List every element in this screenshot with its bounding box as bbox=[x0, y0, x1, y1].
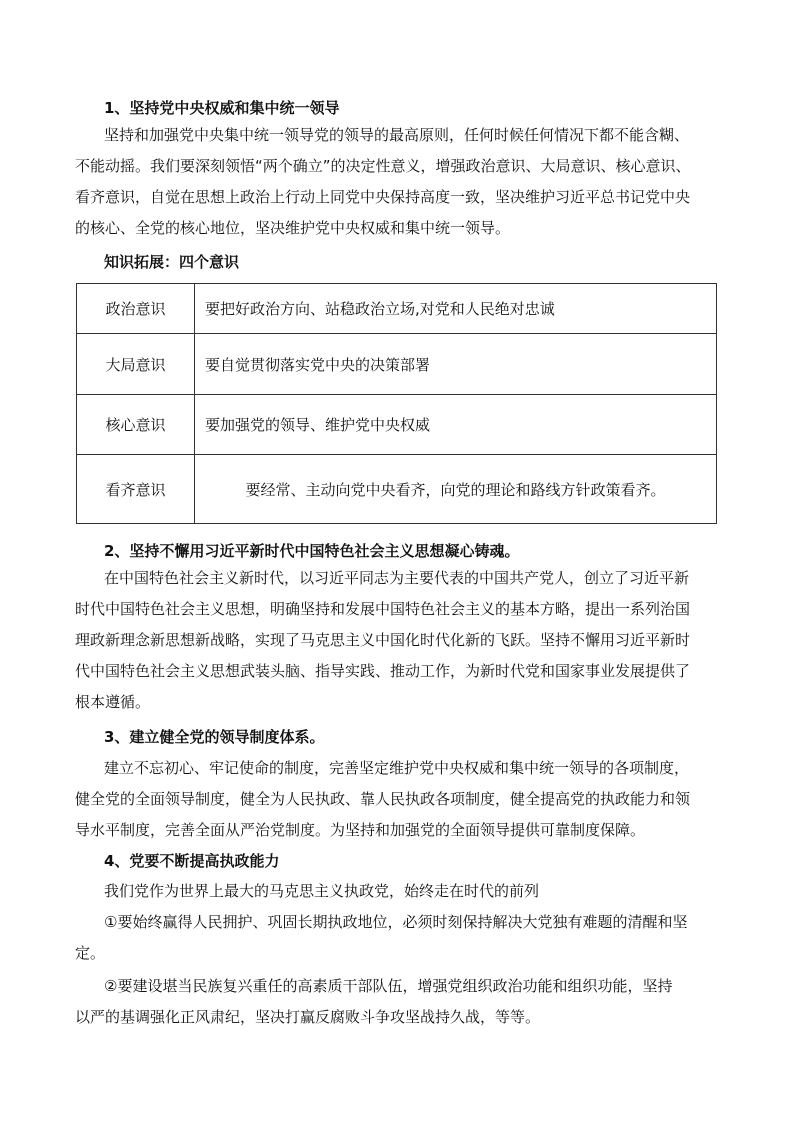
paragraph-line: 在中国特色社会主义新时代，以习近平同志为主要代表的中国共产党人，创立了习近平新 bbox=[104, 569, 690, 587]
paragraph-line: 建立不忘初心、牢记使命的制度，完善坚定维护党中央权威和集中统一领导的各项制度， bbox=[104, 759, 690, 777]
table-cell-desc: 要自觉贯彻落实党中央的决策部署 bbox=[195, 334, 717, 395]
paragraph-line: 根本遵循。 bbox=[75, 693, 151, 711]
table-row bbox=[77, 284, 717, 334]
section-1-paragraph bbox=[75, 120, 725, 244]
section-2-paragraph bbox=[75, 563, 725, 718]
section-1-heading: 1、坚持党中央权威和集中统一领导 bbox=[104, 99, 340, 117]
table-cell-desc: 要经常、主动向党中央看齐，向党的理论和路线方针政策看齐。 bbox=[195, 455, 717, 524]
section-2-heading: 2、坚持不懈用习近平新时代中国特色社会主义思想凝心铸魂。 bbox=[104, 542, 520, 560]
section-4-heading: 4、党要不断提高执政能力 bbox=[104, 852, 280, 870]
paragraph-line: 时代中国特色社会主义思想，明确坚持和发展中国特色社会主义的基本方略，提出一系列治国 bbox=[75, 600, 691, 618]
paragraph-line: 不能动摇。我们要深刻领悟“两个确立”的决定性意义，增强政治意识、大局意识、核心意识、 bbox=[75, 157, 691, 175]
section-3-paragraph bbox=[75, 753, 725, 846]
section-4-point-1 bbox=[75, 907, 725, 969]
paragraph-line: 我们党作为世界上最大的马克思主义执政党，始终走在时代的前列 bbox=[104, 882, 540, 900]
paragraph-line: 代中国特色社会主义思想武装头脑、指导实践、推动工作，为新时代党和国家事业发展提供了 bbox=[75, 662, 691, 680]
section-4-intro bbox=[75, 876, 725, 907]
paragraph-line: 健全党的全面领导制度，健全为人民执政、靠人民执政各项制度，健全提高党的执政能力和领 bbox=[75, 790, 691, 808]
paragraph-line: 看齐意识，自觉在思想上政治上行动上同党中央保持高度一致，坚决维护习近平总书记党中央 bbox=[75, 188, 691, 206]
table-cell-desc: 要加强党的领导、维护党中央权威 bbox=[195, 395, 717, 455]
table-cell-name: 政治意识 bbox=[77, 284, 195, 334]
table-cell-desc: 要把好政治方向、站稳政治立场,对党和人民绝对忠诚 bbox=[195, 284, 717, 334]
knowledge-heading: 知识拓展：四个意识 bbox=[104, 253, 240, 271]
four-consciousness-table bbox=[76, 283, 717, 524]
section-4-point-2 bbox=[75, 971, 725, 1033]
paragraph-line: 以严的基调强化正风肃纪，坚决打赢反腐败斗争攻坚战持久战，等等。 bbox=[75, 1008, 541, 1026]
table-row bbox=[77, 395, 717, 455]
table-row bbox=[77, 455, 717, 524]
paragraph-line: 的核心、全党的核心地位，坚决维护党中央权威和集中统一领导。 bbox=[75, 219, 511, 237]
paragraph-line: ②要建设堪当民族复兴重任的高素质干部队伍，增强党组织政治功能和组织功能，坚持 bbox=[104, 977, 673, 995]
table-cell-name: 大局意识 bbox=[77, 334, 195, 395]
paragraph-line: 导水平制度，完善全面从严治党制度。为坚持和加强党的全面领导提供可靠制度保障。 bbox=[75, 821, 646, 839]
paragraph-line: 理政新理念新思想新战略，实现了马克思主义中国化时代化新的飞跃。坚持不懈用习近平新时 bbox=[75, 631, 691, 649]
paragraph-line: 定。 bbox=[75, 944, 106, 962]
table-cell-name: 核心意识 bbox=[77, 395, 195, 455]
paragraph-line: ①要始终赢得人民拥护、巩固长期执政地位，必须时刻保持解决大党独有难题的清醒和坚 bbox=[104, 913, 688, 931]
table-cell-name: 看齐意识 bbox=[77, 455, 195, 524]
paragraph-line: 坚持和加强党中央集中统一领导党的领导的最高原则，任何时候任何情况下都不能含糊、 bbox=[104, 126, 690, 144]
table-row bbox=[77, 334, 717, 395]
section-3-heading: 3、建立健全党的领导制度体系。 bbox=[104, 728, 325, 746]
